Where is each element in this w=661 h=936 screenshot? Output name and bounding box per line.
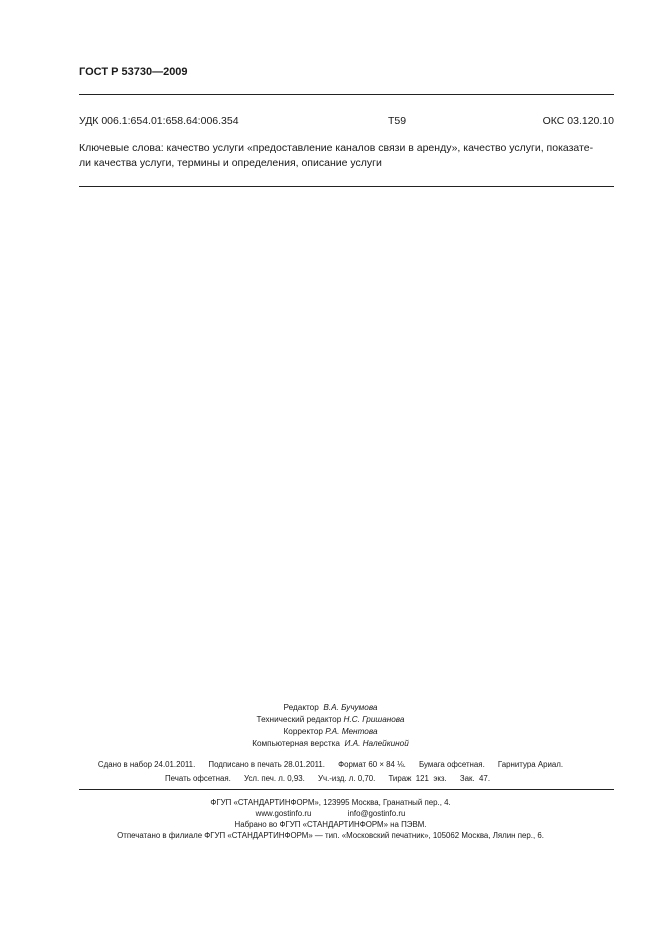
credit-name: И.А. Налейкиной (344, 739, 409, 748)
credit-line (0, 726, 661, 738)
credits-block (0, 702, 661, 750)
header-divider (79, 94, 614, 95)
udk-code: УДК 006.1:654.01:658.64:006.354 (79, 115, 239, 127)
credit-line (0, 714, 661, 726)
publisher-email: info@gostinfo.ru (347, 809, 406, 818)
publisher-contacts (0, 808, 661, 819)
credit-line (0, 702, 661, 714)
credit-name: Р.А. Ментова (325, 727, 378, 736)
imprint-line: Печать офсетная. Усл. печ. л. 0,93. Уч.-изд. л. 0,70. Тираж 121 экз. Зак. 47. (165, 774, 491, 783)
publisher-printed: Отпечатано в филиале ФГУП «СТАНДАРТИНФОРМ» — тип. «Московский печатник», 105062 Москва, Лялин пер., 6. (117, 831, 544, 840)
publisher-address: ФГУП «СТАНДАРТИНФОРМ», 123995 Москва, Гранатный пер., 4. (210, 798, 451, 807)
keywords-line: ли качества услуги, термины и определения, описание услуги (79, 157, 382, 169)
credit-line (0, 738, 661, 750)
publisher-block (0, 797, 661, 841)
credit-name: В.А. Бучумова (323, 703, 378, 712)
credit-role: Корректор (283, 727, 323, 736)
publisher-website: www.gostinfo.ru (255, 809, 312, 818)
credit-role: Компьютерная верстка (252, 739, 340, 748)
publisher-typeset: Набрано во ФГУП «СТАНДАРТИНФОРМ» на ПЭВМ. (234, 820, 427, 829)
keywords-line: Ключевые слова: качество услуги «предоставление каналов связи в аренду», качество услуги, показате- (79, 142, 594, 154)
credit-role: Редактор (283, 703, 319, 712)
imprint-divider (79, 789, 614, 790)
document-code: ГОСТ Р 53730—2009 (79, 66, 188, 78)
oks-code: ОКС 03.120.10 (542, 115, 614, 127)
keywords-divider (79, 186, 614, 187)
credit-name: Н.С. Гришанова (343, 715, 405, 724)
group-code: Т59 (388, 115, 407, 127)
imprint-line: Сдано в набор 24.01.2011. Подписано в печать 28.01.2011. Формат 60 × 84 ⅛. Бумага офсетная. Гарнитура Ариал. (97, 760, 564, 769)
keywords (79, 141, 619, 171)
credit-role: Технический редактор (256, 715, 342, 724)
